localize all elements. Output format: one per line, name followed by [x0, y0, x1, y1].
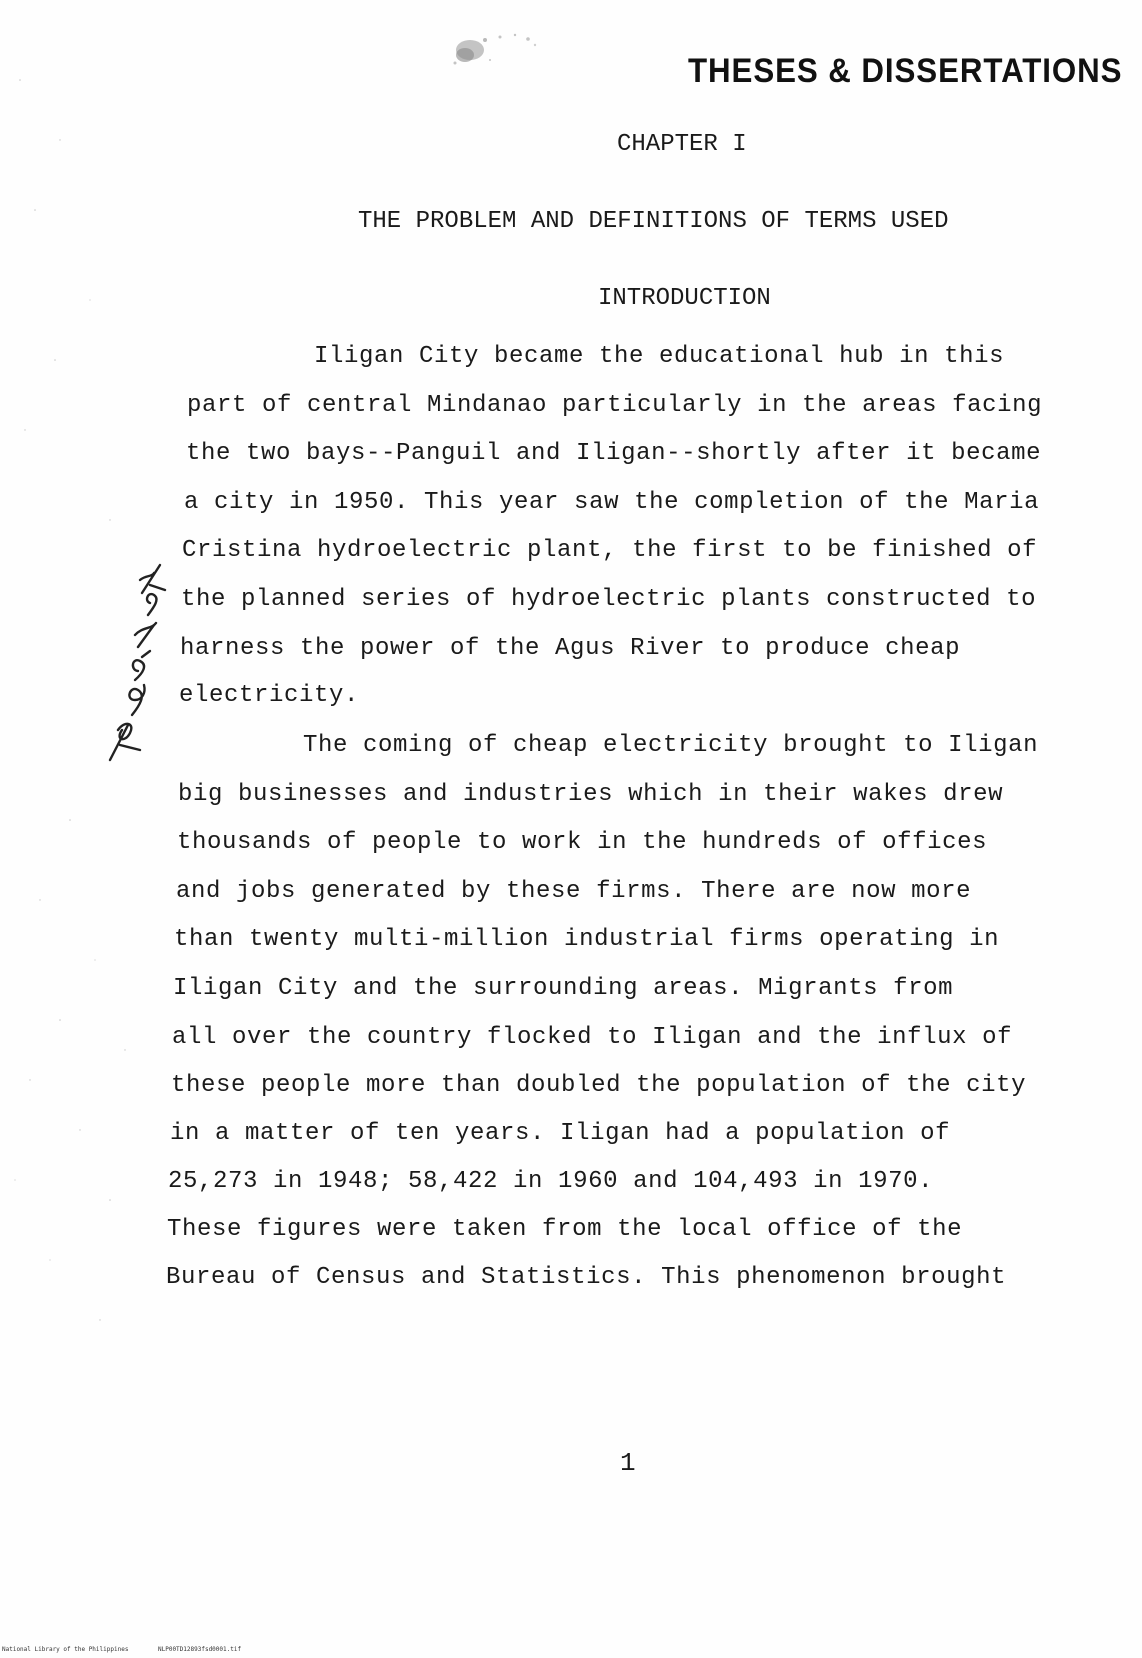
paragraph-2-line: Iligan City and the surrounding areas. Migrants from: [173, 975, 954, 1002]
footer-filename: NLP00TD12893fsd0001.tif: [158, 1646, 242, 1653]
paragraph-2-line: all over the country flocked to Iligan and the influx of: [172, 1024, 1013, 1051]
page-number: 1: [620, 1448, 636, 1478]
paragraph-2-line: The coming of cheap electricity brought to Iligan: [303, 732, 1039, 759]
paragraph-1-line: Iligan City became the educational hub in this: [314, 343, 1005, 370]
paragraph-2-line: thousands of people to work in the hundreds of offices: [177, 829, 988, 856]
paragraph-1-line: electricity.: [179, 682, 360, 709]
chapter-heading: CHAPTER I: [617, 131, 747, 158]
paragraph-1-line: Cristina hydroelectric plant, the first to be finished of: [182, 537, 1038, 564]
section-heading: INTRODUCTION: [598, 285, 771, 312]
handwritten-call-number-icon: [80, 555, 170, 770]
paragraph-2-line: in a matter of ten years. Iligan had a population of: [170, 1120, 951, 1147]
paragraph-1-line: a city in 1950. This year saw the completion of the Maria: [184, 489, 1040, 516]
footer-library: National Library of the Philippines: [2, 1646, 129, 1653]
paragraph-1-line: part of central Mindanao particularly in the areas facing: [187, 392, 1043, 419]
paragraph-1-line: the planned series of hydroelectric plants constructed to: [181, 586, 1037, 613]
paragraph-2-line: Bureau of Census and Statistics. This phenomenon brought: [166, 1264, 1007, 1291]
paragraph-1-line: harness the power of the Agus River to produce cheap: [180, 635, 961, 662]
paragraph-2-line: These figures were taken from the local office of the: [167, 1216, 963, 1243]
paragraph-2-line: 25,273 in 1948; 58,422 in 1960 and 104,493 in 1970.: [168, 1168, 934, 1195]
ink-smudge-icon: [440, 25, 550, 70]
paragraph-2-line: and jobs generated by these firms. There are now more: [176, 878, 972, 905]
theses-stamp: THESES & DISSERTATIONS: [688, 52, 1123, 90]
paragraph-2-line: big businesses and industries which in their wakes drew: [178, 781, 1004, 808]
paragraph-2-line: than twenty multi-million industrial firms operating in: [174, 926, 1000, 953]
chapter-title: THE PROBLEM AND DEFINITIONS OF TERMS USED: [358, 208, 949, 235]
paragraph-2-line: these people more than doubled the population of the city: [171, 1072, 1027, 1099]
paragraph-1-line: the two bays--Panguil and Iligan--shortly after it became: [186, 440, 1042, 467]
